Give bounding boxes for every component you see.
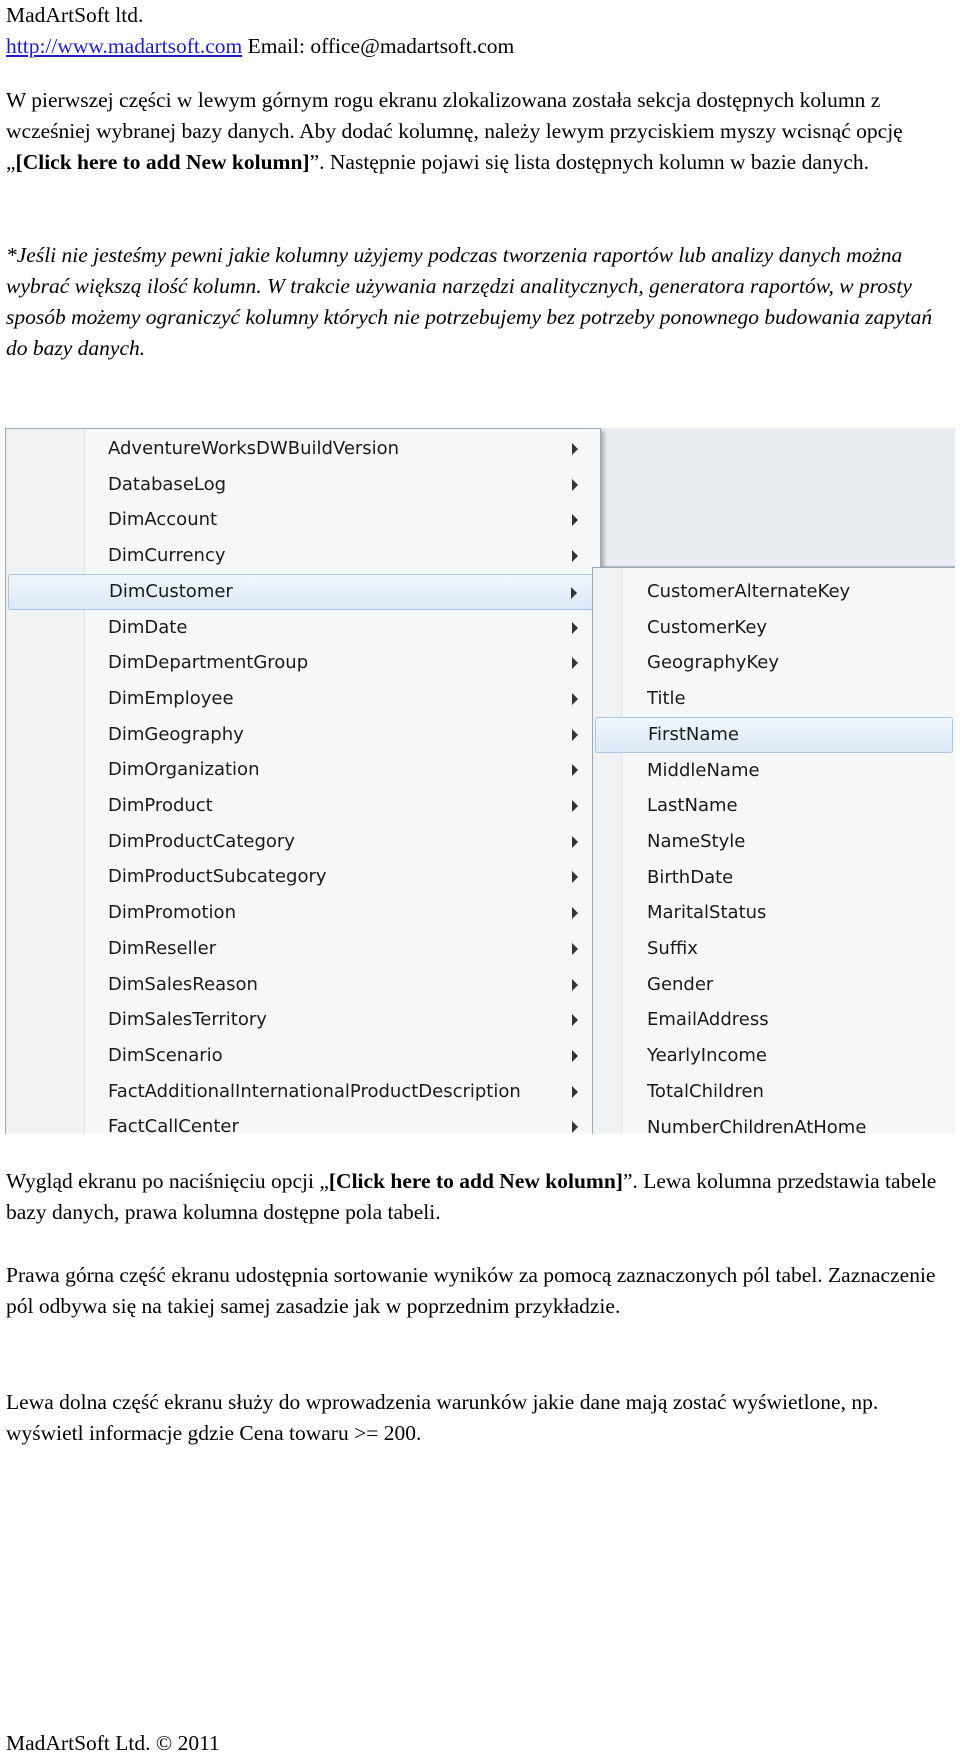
sorting-paragraph: Prawa górna część ekranu udostępnia sortowanie wyników za pomocą zaznaczonych pól tabel. Zaznaczenie pól odbywa się na takiej samej zasadzie jak w poprzednim przykładzie. <box>6 1263 936 1318</box>
table-menu-item[interactable]: FactAdditionalInternationalProductDescription <box>8 1074 600 1110</box>
table-menu-item[interactable]: DimEmployee <box>8 681 600 717</box>
submenu-arrow-icon <box>572 657 578 669</box>
field-menu-item[interactable]: NumberChildrenAtHome <box>647 1116 867 1134</box>
submenu-arrow-icon <box>572 479 578 491</box>
company-name: MadArtSoft ltd. <box>6 3 144 27</box>
field-menu-item[interactable]: NameStyle <box>647 830 746 852</box>
submenu-arrow-icon <box>572 943 578 955</box>
submenu-arrow-icon <box>572 1014 578 1026</box>
table-menu-item[interactable]: DimPromotion <box>8 895 600 931</box>
table-menu-item[interactable]: DimReseller <box>8 931 600 967</box>
table-menu-item[interactable]: DimProductCategory <box>8 824 600 860</box>
page-header <box>6 0 514 62</box>
table-menu-item[interactable]: DimDepartmentGroup <box>8 645 600 681</box>
field-menu-item[interactable]: Suffix <box>647 938 698 959</box>
table-menu-item[interactable]: FactCallCenter <box>8 1109 600 1134</box>
field-menu-item[interactable]: YearlyIncome <box>647 1045 767 1067</box>
table-menu-item[interactable]: AdventureWorksDWBuildVersion <box>8 431 600 467</box>
table-menu-item[interactable]: DimScenario <box>8 1038 600 1074</box>
submenu-arrow-icon <box>571 587 577 599</box>
table-menu-item[interactable]: DimCustomer <box>8 574 600 610</box>
intro-text-start: W pierwszej części w lewym górnym rogu ekranu zlokalizowana została sekcja dostępnych kolumn z wcześniej wybranej bazy danych. Aby dodać kolumnę, należy lewym przyciskiem myszy wcisnąć opcję „ <box>6 88 903 174</box>
caption-text-end: ”. Lewa kolumna przedstawia tabele bazy danych, prawa kolumna dostępne pola tabeli. <box>6 1169 937 1224</box>
submenu-arrow-icon <box>572 1050 578 1062</box>
field-menu-item[interactable]: Title <box>647 688 686 710</box>
submenu-arrow-icon <box>572 871 578 883</box>
caption-paragraph <box>6 1166 951 1228</box>
field-menu-item[interactable]: EmailAddress <box>647 1009 769 1031</box>
table-menu-item[interactable]: DimGeography <box>8 717 600 753</box>
table-menu-item[interactable]: DimOrganization <box>8 752 600 788</box>
email-text: Email: office@madartsoft.com <box>247 34 515 58</box>
field-menu-item[interactable]: BirthDate <box>647 866 734 888</box>
submenu-arrow-icon <box>572 800 578 812</box>
intro-paragraph <box>6 85 951 178</box>
contact-line <box>6 31 514 62</box>
note-paragraph: *Jeśli nie jesteśmy pewni jakie kolumny użyjemy podczas tworzenia raportów lub analizy danych można wybrać większą ilość kolumn. W trakcie używania narzędzi analitycznych, generatora raportów, w prosty sposób możemy ograniczyć kolumny których nie potrzebujemy bez potrzeby ponownego budowania zapytań do bazy danych. <box>6 243 933 360</box>
table-menu-item[interactable]: DimAccount <box>8 502 600 538</box>
submenu-arrow-icon <box>572 550 578 562</box>
submenu-arrow-icon <box>572 1121 578 1133</box>
table-menu-item[interactable]: DatabaseLog <box>8 467 600 503</box>
submenu-arrow-icon <box>572 836 578 848</box>
filter-paragraph: Lewa dolna część ekranu służy do wprowadzenia warunków jakie dane mają zostać wyświetlone, np. wyświetl informacje gdzie Cena towaru >= 200. <box>6 1390 879 1445</box>
table-menu-item[interactable]: DimCurrency <box>8 538 600 574</box>
table-menu-item[interactable]: DimSalesTerritory <box>8 1002 600 1038</box>
caption-text-start: Wygląd ekranu po naciśnięciu opcji „ <box>6 1169 329 1193</box>
field-menu-item[interactable]: MaritalStatus <box>647 902 767 924</box>
page-footer: MadArtSoft Ltd. © 2011 <box>6 1731 220 1755</box>
table-menu-item[interactable]: DimDate <box>8 610 600 646</box>
field-menu-item[interactable]: GeographyKey <box>647 652 780 674</box>
field-menu-item[interactable]: MiddleName <box>647 759 760 781</box>
intro-bold-option: [Click here to add New kolumn] <box>15 150 310 174</box>
tables-menu <box>5 428 601 1134</box>
fields-menu <box>592 567 955 1134</box>
submenu-arrow-icon <box>572 979 578 991</box>
table-menu-item[interactable]: DimProduct <box>8 788 600 824</box>
submenu-arrow-icon <box>572 729 578 741</box>
submenu-arrow-icon <box>572 693 578 705</box>
caption-bold-option: [Click here to add New kolumn] <box>328 1169 623 1193</box>
submenu-arrow-icon <box>572 764 578 776</box>
submenu-arrow-icon <box>572 514 578 526</box>
submenu-arrow-icon <box>572 1086 578 1098</box>
field-menu-item[interactable]: CustomerKey <box>647 616 768 638</box>
submenu-arrow-icon <box>572 907 578 919</box>
field-menu-item[interactable]: TotalChildren <box>647 1080 764 1102</box>
field-menu-item[interactable]: CustomerAlternateKey <box>647 581 851 602</box>
field-menu-item[interactable]: LastName <box>647 795 738 817</box>
website-link[interactable]: http://www.madartsoft.com <box>6 34 243 58</box>
submenu-arrow-icon <box>572 443 578 455</box>
field-menu-item[interactable]: Gender <box>647 973 714 995</box>
table-menu-item[interactable]: DimProductSubcategory <box>8 859 600 895</box>
table-menu-item[interactable]: DimSalesReason <box>8 967 600 1003</box>
field-menu-item[interactable]: FirstName <box>595 717 953 753</box>
menu-screenshot <box>5 428 955 1134</box>
intro-text-end: ”. Następnie pojawi się lista dostępnych kolumn w bazie danych. <box>309 150 870 174</box>
submenu-arrow-icon <box>572 622 578 634</box>
